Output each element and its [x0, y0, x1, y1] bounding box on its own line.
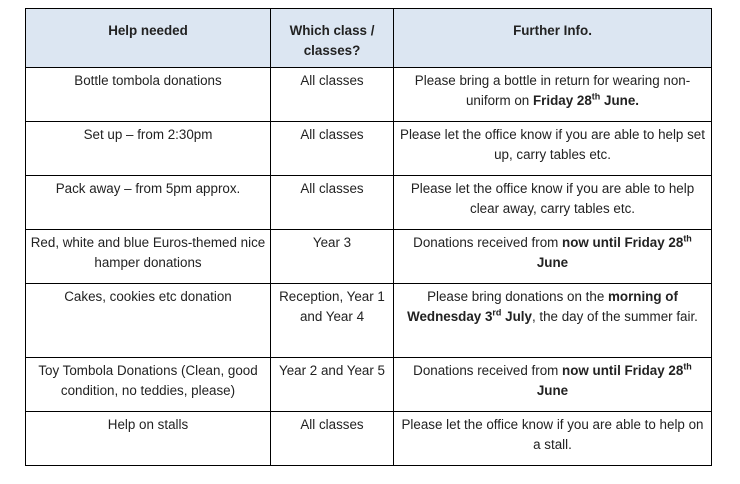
- help-cell: Cakes, cookies etc donation: [26, 284, 271, 358]
- help-cell: Bottle tombola donations: [26, 68, 271, 122]
- info-text: Please let the office know if you are able to help clear away, carry tables etc.: [410, 181, 695, 216]
- help-cell: Red, white and blue Euros-themed nice hamper donations: [26, 230, 271, 284]
- info-cell: [394, 176, 712, 230]
- info-sup: th: [591, 91, 601, 102]
- class-cell: All classes: [271, 68, 394, 122]
- table-row: [26, 358, 712, 412]
- info-bold-end: June.: [600, 93, 639, 108]
- info-cell: [394, 284, 712, 358]
- info-sup: th: [683, 361, 692, 372]
- class-cell: Year 3: [271, 230, 394, 284]
- header-further-info: Further Info.: [394, 9, 712, 68]
- info-cell: [394, 358, 712, 412]
- class-cell: Year 2 and Year 5: [271, 358, 394, 412]
- class-cell: All classes: [271, 176, 394, 230]
- info-text: Please bring donations on the: [427, 289, 608, 304]
- help-cell: Help on stalls: [26, 412, 271, 466]
- class-cell: All classes: [271, 412, 394, 466]
- help-cell: Set up – from 2:30pm: [26, 122, 271, 176]
- table-row: [26, 122, 712, 176]
- class-cell: All classes: [271, 122, 394, 176]
- table-header-row: [26, 9, 712, 68]
- help-cell: Pack away – from 5pm approx.: [26, 176, 271, 230]
- info-bold: morning of Wednesday 3: [407, 289, 678, 324]
- info-bold: now until Friday 28: [562, 235, 684, 250]
- info-bold-end: June: [536, 383, 569, 398]
- info-text: Please bring a bottle in return for wearing non-uniform on: [414, 73, 691, 108]
- info-sup: rd: [492, 307, 502, 318]
- info-bold-end: July: [501, 309, 532, 324]
- info-text: Please let the office know if you are able to help set up, carry tables etc.: [400, 127, 705, 162]
- info-cell: [394, 68, 712, 122]
- class-cell: Reception, Year 1 and Year 4: [271, 284, 394, 358]
- table-row: [26, 230, 712, 284]
- info-text: Please let the office know if you are able to help on a stall.: [401, 417, 704, 452]
- info-cell: [394, 122, 712, 176]
- info-text: Donations received from: [413, 235, 563, 250]
- info-text-end: , the day of the summer fair.: [531, 309, 698, 324]
- table-row: [26, 412, 712, 466]
- info-bold: Friday 28: [532, 93, 592, 108]
- info-sup: th: [683, 233, 692, 244]
- info-cell: [394, 412, 712, 466]
- help-needed-table: [25, 8, 712, 466]
- info-bold: now until Friday 28: [562, 363, 684, 378]
- info-bold-end: June: [536, 255, 569, 270]
- header-help-needed: Help needed: [26, 9, 271, 68]
- help-cell: Toy Tombola Donations (Clean, good condition, no teddies, please): [26, 358, 271, 412]
- table-row: [26, 176, 712, 230]
- table-row: [26, 68, 712, 122]
- info-text: Donations received from: [413, 363, 563, 378]
- info-cell: [394, 230, 712, 284]
- header-which-class: Which class / classes?: [271, 9, 394, 68]
- table-row: [26, 284, 712, 358]
